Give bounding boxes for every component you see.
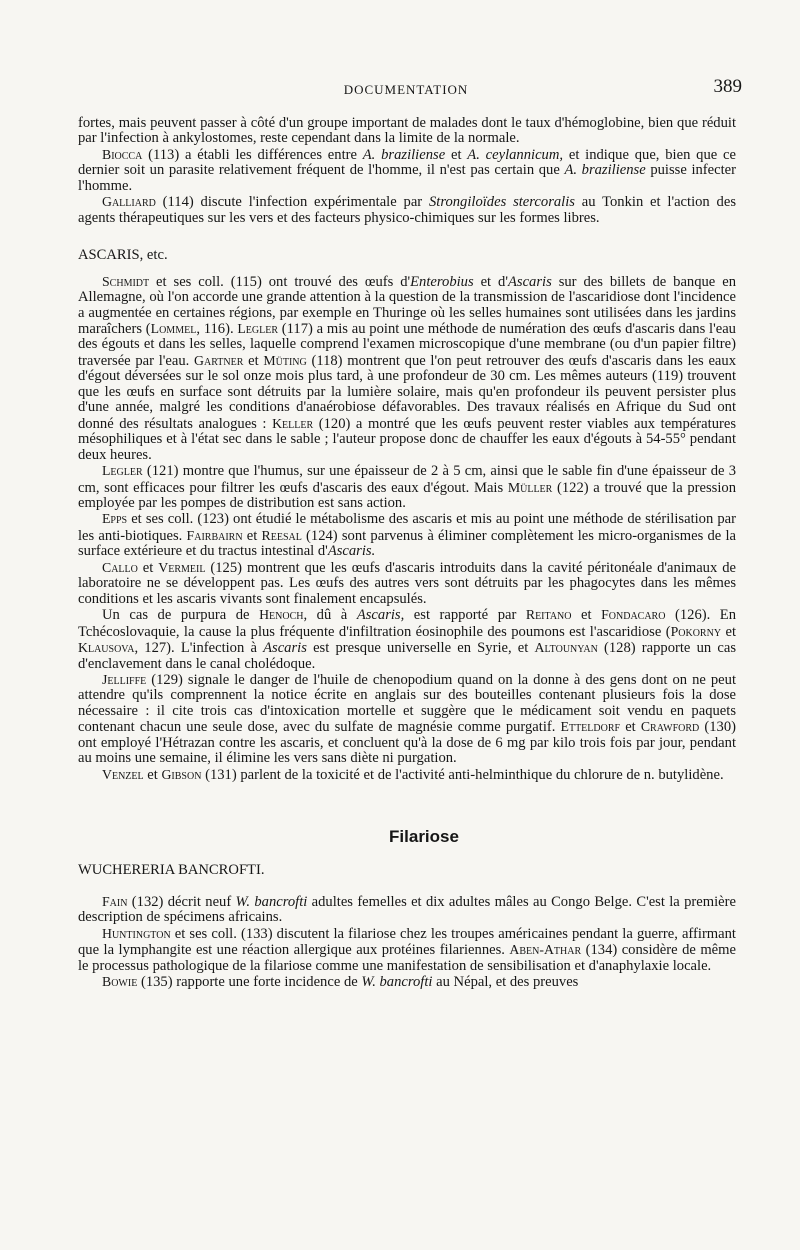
species-name: A. ceylannicum, — [467, 146, 564, 163]
page-body — [78, 116, 736, 991]
paragraph-purpura: Un cas de purpura de Henoch, dû à Ascaris, est rapporté par Reitano et Fondacaro (126). En Tchécoslovaquie, la cause la plus fréquente d'infiltration éosinophile des poumons est l'ascaridiose (Pokorny et Klausova, 127). L'infection à Ascaris est presque universelle en Syrie, et Altounyan (128) rapporte un cas d'enclavement dans le canal cholédoque. — [78, 607, 736, 672]
running-title: DOCUMENTATION — [343, 82, 469, 97]
species-name: Ascaris, — [356, 607, 405, 624]
author-name: Galliard — [102, 194, 156, 210]
author-name: Huntington — [102, 925, 171, 941]
species-name: Enterobius — [410, 273, 474, 290]
author-name: Henoch — [259, 607, 304, 623]
subheading-wuchereria: WUCHERERIA BANCROFTI. — [78, 861, 265, 878]
section-title-filariose: Filariose — [389, 827, 459, 847]
species-name: W. bancrofti — [235, 894, 308, 911]
page-header — [76, 76, 742, 102]
author-name: Venzel — [102, 766, 144, 782]
paragraph-continuation: fortes, mais peuvent passer à côté d'un groupe important de malades dont le taux d'hémoglobine, bien que réduit par l'infection à ankylostomes, reste cependant dans la limite de la normale. — [78, 115, 736, 147]
author-name: Müting — [263, 352, 307, 368]
author-name: Epps — [102, 511, 128, 527]
author-name: Reitano — [525, 607, 572, 623]
author-name: Reesal — [261, 527, 302, 543]
subheading-ascaris: ASCARIS, etc. — [78, 247, 168, 264]
paragraph-biocca: Biocca (113) a établi les différences entre A. braziliense et A. ceylannicum, et indique que, bien que ce dernier soit un parasite relativement fréquent de l'homme, il n'est pas certain que A. braziliense puisse infecter l'homme. — [78, 146, 737, 194]
paragraph-huntington: Huntington et ses coll. (133) discutent la filariose chez les troupes américaines pendant la guerre, affirmant que la lymphangite est une réaction allergique aux protéines filariennes. Aben-Athar (134) considère de même le processus pathologique de la filariose comme une manifestation de sensibilisation et d'anaphylaxie locale. — [78, 925, 736, 974]
author-name: Müller — [507, 479, 553, 495]
species-name: A. braziliense — [564, 162, 646, 179]
paragraph-schmidt: Schmidt et ses coll. (115) ont trouvé des œufs d'Enterobius et d'Ascaris sur des billets de banque en Allemagne, où l'on accorde une grande attention à la question de la transmission de l'ascaridiose dont l'incidence a augmentée en certaines régions, par exemple en Thuringe où les selles humaines sont utilisées dans les jardins maraîchers (Lommel, 116). Legler (117) a mis au point une méthode de numération des œufs d'ascaris dans l'eau des égouts et dans les selles, laquelle comprend l'examen microscopique d'une membrane (ou d'un papier filtre) traversée par l'eau. Gartner et Müting (118) montrent que l'on peut retrouver des œufs d'ascaris dans les eaux d'égout déversées sur le sol onze mois plus tard, à une profondeur de 30 cm. Les mêmes auteurs (119) trouvent que les œufs en surface sont détruits par la lumière solaire, mais qu'en profondeur ils peuvent persister plus d'une année, malgré les conditions d'anaérobiose défavorables. Des travaux réalisés en Afrique du Sud ont donné des résultats analogues : Keller (120) a montré que les œufs peuvent rester viables aux températures mésophiliques et à l'état sec dans le sable ; l'auteur propose donc de chauffer les eaux d'égouts à 54-55° pendant deux heures. — [78, 273, 737, 463]
paragraph-legler: Legler (121) montre que l'humus, sur une épaisseur de 2 à 5 cm, ainsi que le sable fin d'une épaisseur de 3 cm, sont efficaces pour filtrer les œufs d'ascaris des eaux d'égout. Mais Müller (122) a trouvé que la pression employée par les pompes de distribution est sans action. — [78, 463, 736, 511]
author-name: Etteldorf — [560, 719, 621, 735]
author-name: Gartner — [194, 352, 244, 368]
species-name: Ascaris. — [327, 543, 376, 560]
author-name: Fondacaro — [601, 607, 666, 623]
author-name: Klausova — [78, 640, 135, 656]
author-name: Lommel — [150, 320, 197, 336]
species-name: Ascaris — [507, 273, 552, 290]
author-name: Schmidt — [102, 273, 150, 289]
author-name: Jelliffe — [102, 671, 147, 687]
paragraph-epps: Epps et ses coll. (123) ont étudié le métabolisme des ascaris et mis au point une méthode de stérilisation par les anti-biotiques. Fairbairn et Reesal (124) sont parvenus à éliminer complètement les micro-organismes de la surface extérieure et du tractus intestinal d'Ascaris. — [78, 511, 736, 560]
species-name: W. bancrofti — [361, 974, 433, 991]
author-name: Altounyan — [534, 640, 598, 656]
author-name: Crawford — [640, 719, 700, 735]
paragraph-venzel: Venzel et Gibson (131) parlent de la toxicité et de l'activité anti-helminthique du chlorure de n. butylidène. — [102, 766, 724, 783]
author-name: Callo — [102, 559, 138, 575]
paragraph-callo: Callo et Vermeil (125) montrent que les œufs d'ascaris introduits dans la cavité péritonéale d'animaux de laboratoire ne se développent pas. Les œufs des autres vers sont détruits par les phagocytes dans les mêmes conditions et les ascaris vivants sont finalement encapsulés. — [78, 559, 736, 607]
author-name: Legler — [102, 463, 143, 479]
author-name: Keller — [272, 415, 314, 431]
author-name: Bowie — [102, 974, 138, 990]
species-name: Strongiloïdes stercoralis — [428, 194, 575, 211]
author-name: Fairbairn — [186, 527, 243, 543]
author-name: Vermeil — [158, 559, 206, 575]
paragraph-bowie: Bowie (135) rapporte une forte incidence de W. bancrofti au Népal, et des preuves — [102, 974, 579, 991]
page-number: 389 — [713, 76, 742, 97]
author-name: Pokorny — [670, 623, 722, 639]
paragraph-fain: Fain (132) décrit neuf W. bancrofti adultes femelles et dix adultes mâles au Congo Belge. C'est la première description de spécimens africains. — [78, 894, 736, 926]
paragraph-jelliffe: Jelliffe (129) signale le danger de l'huile de chenopodium quand on la donne à des gens dont on ne peut attendre qu'ils comprennent la notice écrite en anglais sur des bouteilles contenant plusieurs fois la dose nécessaire : il cite trois cas d'intoxication mortelle et suggère que le médicament soit vendu en paquets contenant chacun une seule dose, avec du sulfate de magnésie comme purgatif. Etteldorf et Crawford (130) ont employé l'Hétrazan contre les ascaris, et concluent qu'à la dose de 6 mg par kilo trois fois par jour, pendant au moins une semaine, il élimine les vers sans diète ni purgation. — [78, 671, 736, 767]
paragraph-galliard: Galliard (114) discute l'infection expérimentale par Strongiloïdes stercoralis au Tonkin et l'action des agents thérapeutiques sur les vers et des facteurs physico-chimiques sur les formes libres. — [78, 194, 736, 226]
author-name: Biocca — [102, 146, 143, 162]
author-name: Aben-Athar — [509, 942, 582, 958]
species-name: A. braziliense — [362, 146, 446, 163]
species-name: Ascaris — [263, 640, 307, 657]
author-name: Fain — [102, 894, 128, 910]
author-name: Gibson — [161, 766, 202, 782]
author-name: Legler — [237, 320, 279, 336]
